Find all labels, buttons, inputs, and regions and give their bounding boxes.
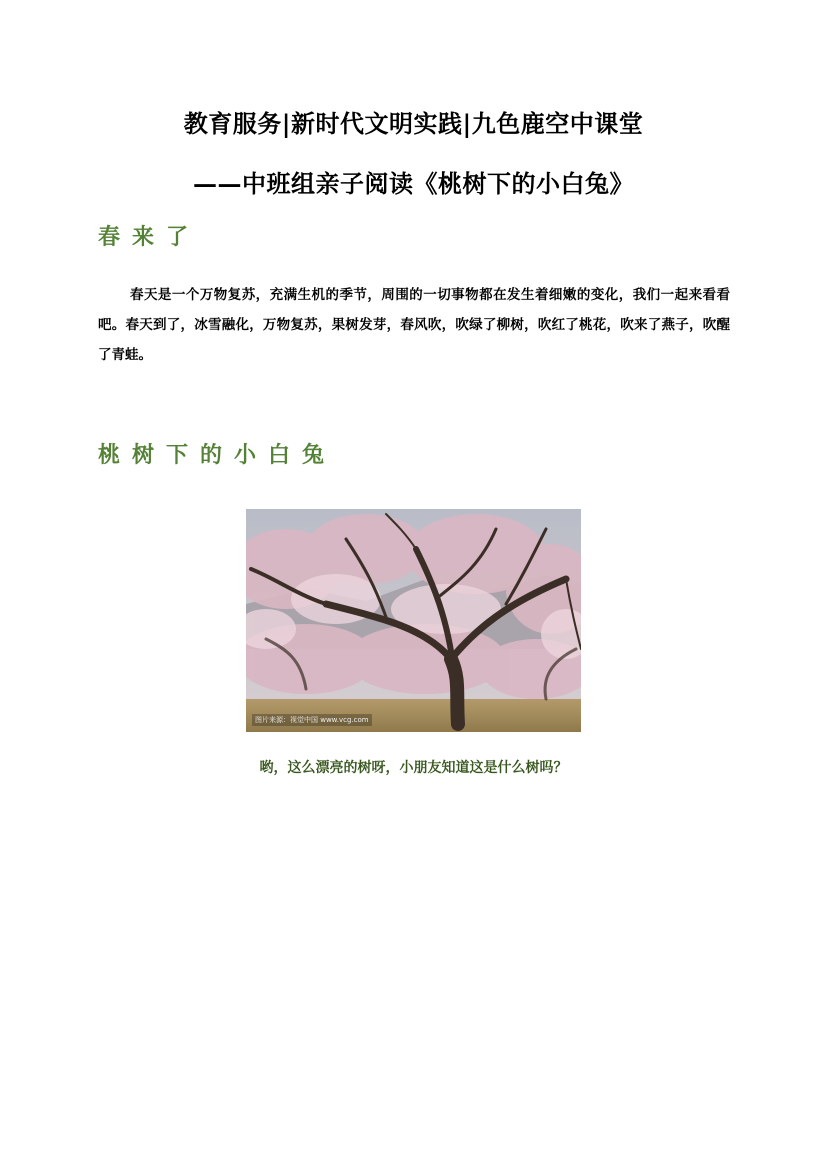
- photo-watermark: 图片来源：视觉中国 www.vcg.com: [252, 714, 372, 726]
- section-heading-spring: 春来了: [98, 225, 201, 250]
- document-title: 教育服务|新时代文明实践|九色鹿空中课堂: [183, 109, 644, 138]
- section-paragraph-spring: 春天是一个万物复苏，充满生机的季节，周围的一切事物都在发生着细嫩的变化，我们一起来看看吧。春天到了，冰雪融化，万物复苏，果树发芽，春风吹，吹绿了柳树，吹红了桃花，吹来了燕子，吹醒了青蛙。: [98, 287, 730, 363]
- document-subtitle: ——中班组亲子阅读《桃树下的小白兔》: [193, 169, 634, 198]
- peach-tree-illustration: [246, 509, 581, 732]
- peach-tree-photo: [246, 509, 581, 732]
- section-heading-story: 桃树下的小白兔: [98, 443, 337, 468]
- photo-caption: 哟，这么漂亮的树呀，小朋友知道这是什么树吗？: [259, 760, 568, 776]
